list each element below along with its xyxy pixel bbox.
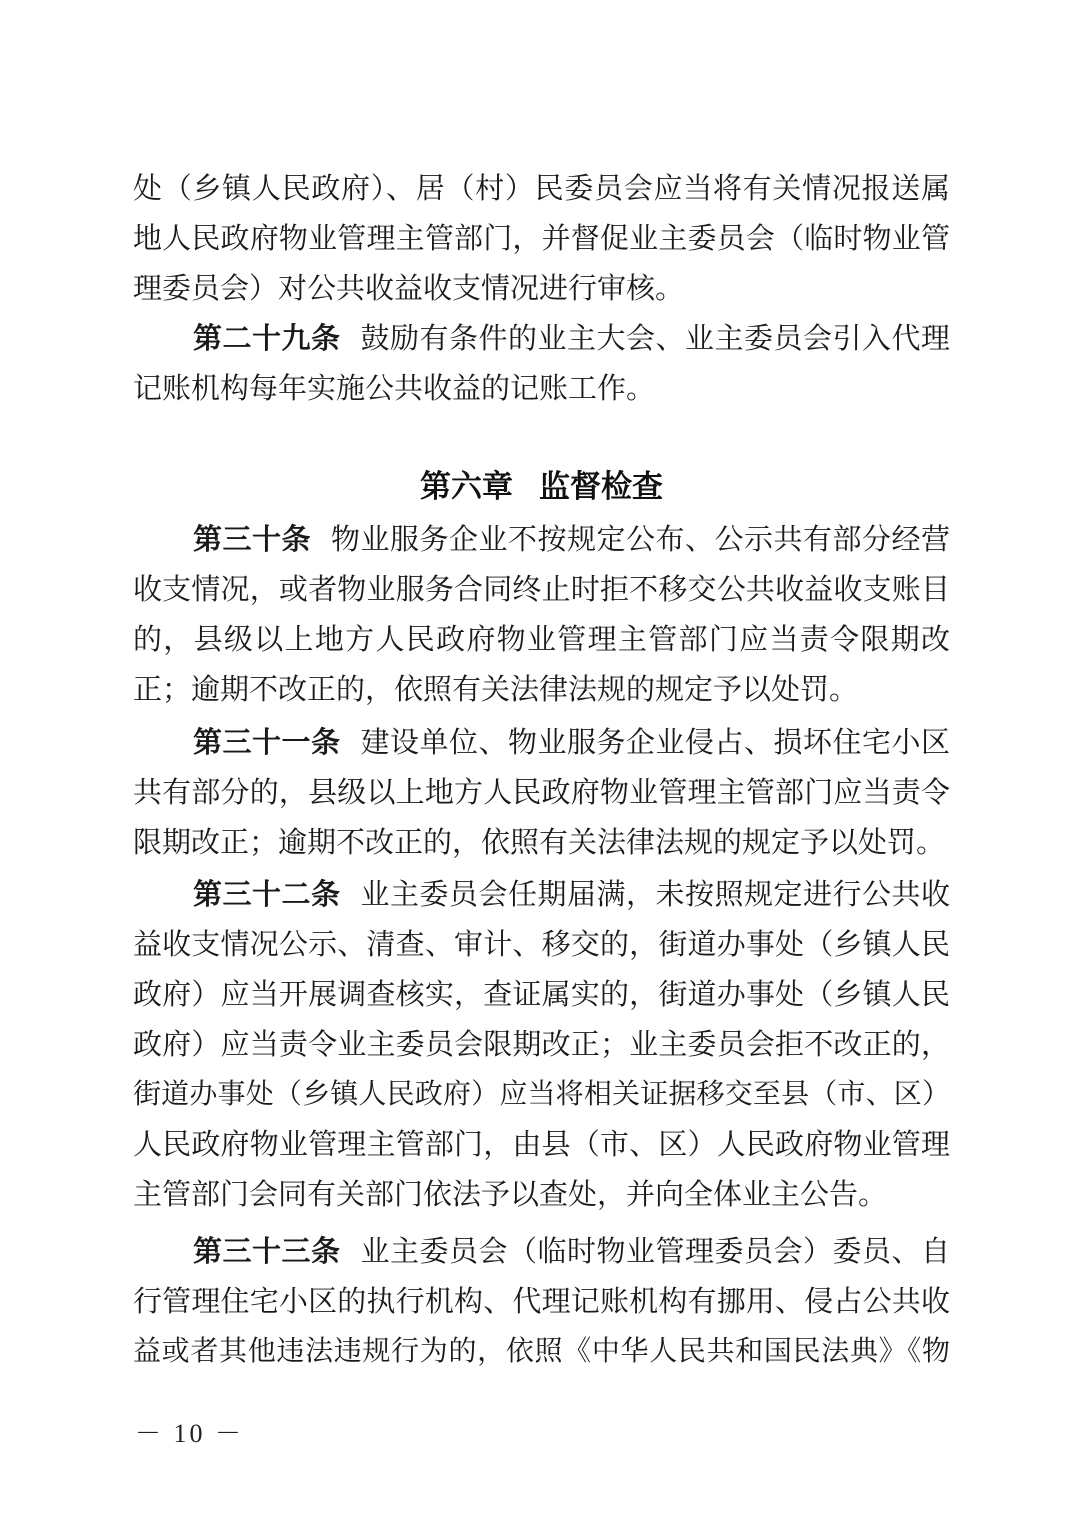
article-text: 业主委员会任期届满，未按照规定进行公共收 bbox=[360, 879, 950, 911]
text-line: 记账机构每年实施公共收益的记账工作。 bbox=[133, 373, 656, 405]
document-body bbox=[133, 164, 950, 1377]
text-line: 政府）应当责令业主委员会限期改正；业主委员会拒不改正的， bbox=[133, 1029, 950, 1061]
text-line: 街道办事处（乡镇人民政府）应当将相关证据移交至县（市、区） bbox=[133, 1079, 950, 1110]
text-line: 人民政府物业管理主管部门，由县（市、区）人民政府物业管理 bbox=[133, 1129, 950, 1161]
text-line: 主管部门会同有关部门依法予以查处，并向全体业主公告。 bbox=[133, 1179, 888, 1211]
text-line: 的，县级以上地方人民政府物业管理主管部门应当责令限期改 bbox=[133, 624, 950, 656]
article-number-label: 第三十条 bbox=[193, 524, 311, 556]
article-30-paragraph bbox=[133, 515, 950, 715]
text-line: 收支情况，或者物业服务合同终止时拒不移交公共收益收支账目 bbox=[133, 574, 950, 606]
article-number-label: 第三十一条 bbox=[193, 727, 341, 759]
text-line bbox=[133, 515, 950, 565]
page-number: － 10 － bbox=[135, 1419, 245, 1448]
article-text: 业主委员会（临时物业管理委员会）委员、自 bbox=[360, 1236, 950, 1268]
text-line: 益或者其他违法违规行为的，依照《中华人民共和国民法典》《物 bbox=[133, 1336, 950, 1367]
article-29-paragraph bbox=[133, 314, 950, 414]
text-line: 政府）应当开展调查核实，查证属实的，街道办事处（乡镇人民 bbox=[133, 979, 950, 1011]
text-line: 理委员会）对公共收益收支情况进行审核。 bbox=[133, 273, 685, 305]
article-31-paragraph bbox=[133, 718, 950, 868]
chapter-title: 监督检查 bbox=[539, 469, 663, 504]
text-line: 地人民政府物业管理主管部门，并督促业主委员会（临时物业管 bbox=[133, 223, 950, 255]
text-line bbox=[133, 314, 950, 364]
article-number-label: 第二十九条 bbox=[193, 323, 341, 355]
text-line: 行管理住宅小区的执行机构、代理记账机构有挪用、侵占公共收 bbox=[133, 1286, 950, 1318]
article-33-paragraph bbox=[133, 1227, 950, 1377]
text-line bbox=[133, 870, 950, 920]
paragraph-article-28-tail bbox=[133, 164, 950, 314]
chapter-number: 第六章 bbox=[420, 469, 513, 504]
article-text: 鼓励有条件的业主大会、业主委员会引入代理 bbox=[360, 323, 950, 355]
text-line: 正；逾期不改正的，依照有关法律法规的规定予以处罚。 bbox=[133, 674, 859, 706]
article-text: 建设单位、物业服务企业侵占、损坏住宅小区 bbox=[360, 727, 950, 759]
text-line: 益收支情况公示、清查、审计、移交的，街道办事处（乡镇人民 bbox=[133, 929, 950, 961]
article-32-paragraph bbox=[133, 870, 950, 1220]
article-number-label: 第三十二条 bbox=[193, 879, 341, 911]
text-line: 处（乡镇人民政府）、居（村）民委员会应当将有关情况报送属 bbox=[133, 173, 950, 205]
article-number-label: 第三十三条 bbox=[193, 1236, 341, 1268]
chapter-heading bbox=[133, 462, 950, 512]
text-line bbox=[133, 1227, 950, 1277]
article-text: 物业服务企业不按规定公布、公示共有部分经营 bbox=[331, 524, 950, 556]
text-line bbox=[133, 718, 950, 768]
text-line: 共有部分的，县级以上地方人民政府物业管理主管部门应当责令 bbox=[133, 777, 950, 809]
text-line: 限期改正；逾期不改正的，依照有关法律法规的规定予以处罚。 bbox=[133, 827, 946, 859]
